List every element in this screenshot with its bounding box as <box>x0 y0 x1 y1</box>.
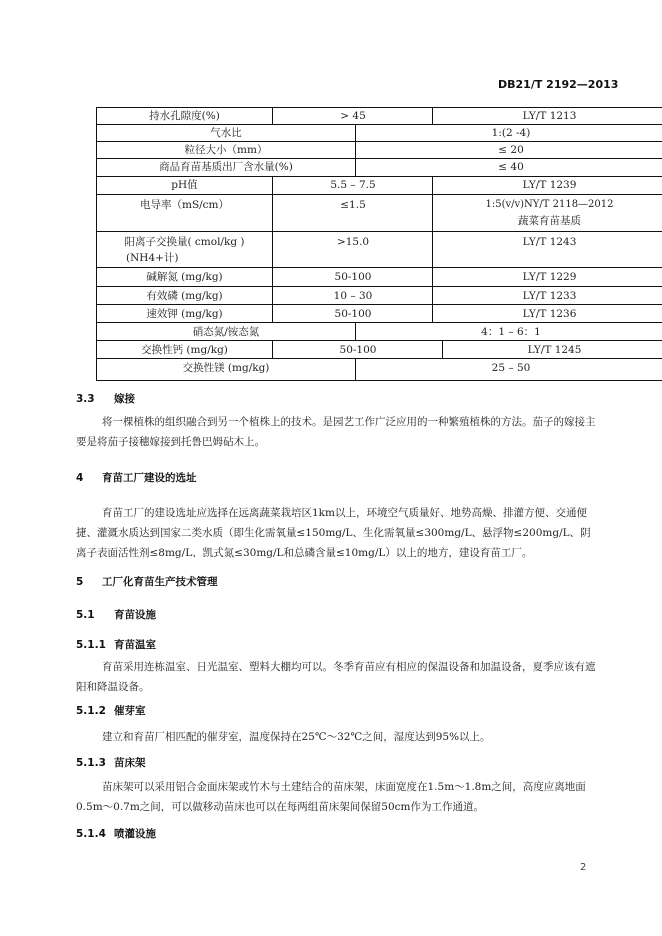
table-cell <box>432 195 662 232</box>
table-cell: pH值 <box>171 179 198 191</box>
table-cell: 商品育苗基质出厂含水量(%) <box>159 161 293 173</box>
section-title: 喷灌设施 <box>114 828 156 840</box>
section-heading <box>76 703 146 718</box>
section-number: 5.1.2 <box>76 705 106 717</box>
table-cell: 4：1 – 6：1 <box>355 323 662 341</box>
table-cell: LY/T 1245 <box>442 341 662 359</box>
table-row <box>97 124 662 142</box>
table-row <box>97 176 662 195</box>
section-title: 催芽室 <box>114 705 146 717</box>
table-row <box>97 286 662 305</box>
body-paragraph: 苗床架可以采用铝合金面床架或竹木与土建结合的苗床架，床面宽度在1.5m～1.8m之间，高度应离地面0.5m～0.7m之间，可以做移动苗床也可以在每两组苗床架间保留50cm作为工作通道。 <box>76 781 586 813</box>
table-cell-line: 1:5(v/v)NY/T 2118—2012 <box>485 199 614 210</box>
section-title: 苗床架 <box>114 757 146 769</box>
table-row <box>97 158 662 177</box>
section-heading <box>76 826 156 841</box>
table-row <box>97 267 662 287</box>
table-cell: LY/T 1243 <box>432 232 662 268</box>
table-row <box>97 231 662 268</box>
table-cell: LY/T 1233 <box>432 287 662 305</box>
table-row <box>97 141 662 159</box>
table-cell: ≤1.5 <box>272 195 433 232</box>
table-cell: 粒径大小（mm） <box>184 144 268 156</box>
table-cell: > 45 <box>272 108 433 124</box>
spec-table <box>96 107 662 381</box>
section-number: 5.1 <box>76 609 95 621</box>
table-row <box>97 340 662 359</box>
body-paragraph: 将一棵植株的组织融合到另一个植株上的技术。是园艺工作广泛应用的一种繁殖植株的方法。茄子的嫁接主要是将茄子接穗嫁接到托鲁巴姆砧木上。 <box>76 416 596 448</box>
table-cell-line: 蔬菜育苗基质 <box>518 215 581 227</box>
table-cell: 1:(2 -4) <box>355 125 662 142</box>
section-title: 工厂化育苗生产技术管理 <box>102 576 218 588</box>
section-title: 育苗工厂建设的选址 <box>102 472 197 484</box>
body-paragraph: 建立和育苗厂相匹配的催芽室，温度保持在25℃～32℃之间，湿度达到95%以上。 <box>102 731 491 743</box>
table-cell: 50-100 <box>272 268 433 287</box>
table-cell: LY/T 1213 <box>432 108 662 124</box>
section-number: 5.1.3 <box>76 757 106 769</box>
table-cell: 速效钾 (mg/kg) <box>146 308 223 320</box>
section-heading <box>76 755 146 770</box>
section-number: 5.1.4 <box>76 828 106 840</box>
body-paragraph: 育苗采用连栋温室、日光温室、塑料大棚均可以。冬季育苗应有相应的保温设备和加温设备，夏季应该有遮阳和降温设备。 <box>76 661 596 693</box>
table-cell: LY/T 1236 <box>432 305 662 323</box>
table-cell: >15.0 <box>272 232 433 268</box>
table-cell: 有效磷 (mg/kg) <box>146 290 223 302</box>
table-cell: ≤ 20 <box>355 142 662 159</box>
table-cell: 交换性钙 (mg/kg) <box>141 344 228 356</box>
table-cell: 25 – 50 <box>355 359 662 381</box>
section-number: 5.1.1 <box>76 639 106 651</box>
table-cell: LY/T 1239 <box>432 177 662 195</box>
section-heading <box>76 607 156 622</box>
table-cell: 50-100 <box>272 305 433 323</box>
table-cell: 交换性镁 (mg/kg) <box>182 362 270 374</box>
section-title: 嫁接 <box>114 393 135 405</box>
section-number: 4 <box>76 472 84 484</box>
table-cell: 气水比 <box>210 127 242 139</box>
table-row <box>97 322 662 341</box>
table-cell: 碱解氮 (mg/kg) <box>146 271 223 283</box>
section-title: 育苗设施 <box>114 609 156 621</box>
table-row <box>97 194 662 232</box>
section-heading <box>76 574 218 589</box>
page-number: 2 <box>580 862 587 873</box>
table-row <box>97 304 662 323</box>
section-heading <box>76 391 135 406</box>
body-paragraph: 育苗工厂的建设选址应选择在远离蔬菜栽培区1km以上，环境空气质量好、地势高燥、排灌方便、交通便捷、灌溉水质达到国家二类水质（即生化需氧量≤150mg/L、生化需氧量≤300mg/L、悬浮物≤200mg/L、阴离子表面活性剂≤8mg/L、凯式氮≤30mg/L和总磷含量≤10mg/L）以上的地方，建设育苗工厂。 <box>76 507 591 559</box>
table-cell: 硝态氮/铵态氮 <box>192 326 260 338</box>
section-number: 3.3 <box>76 393 95 405</box>
table-cell: LY/T 1229 <box>432 268 662 287</box>
table-cell: 10 – 30 <box>272 287 433 305</box>
table-cell: 持水孔隙度(%) <box>149 110 220 122</box>
document-id: DB21/T 2192—2013 <box>498 78 619 91</box>
section-heading <box>76 470 197 485</box>
table-cell: ≤ 40 <box>355 159 662 177</box>
table-cell: 电导率（mS/cm） <box>139 199 230 211</box>
table-cell-line: (NH4+计) <box>126 252 179 264</box>
table-cell-line: 阳离子交换量( cmol/kg ) <box>124 236 245 248</box>
table-row <box>97 108 662 124</box>
table-row <box>97 358 662 381</box>
table-cell: 5.5 – 7.5 <box>272 177 433 195</box>
table-cell: 50-100 <box>272 341 443 359</box>
section-title: 育苗温室 <box>114 639 156 651</box>
table-cell <box>97 232 272 268</box>
section-number: 5 <box>76 576 84 588</box>
section-heading <box>76 637 156 652</box>
